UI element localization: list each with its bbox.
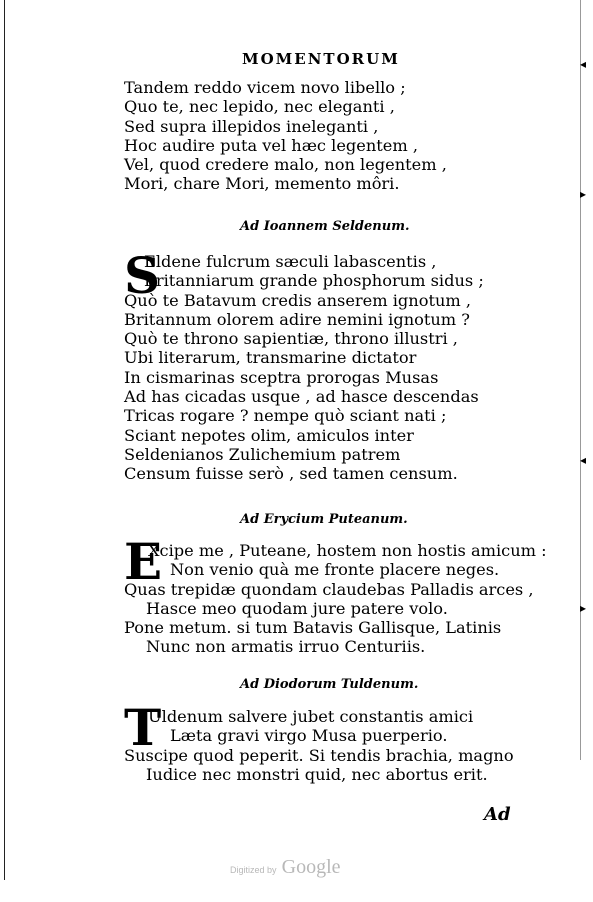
verse-line: Britanniarum grande phosphorum sidus ; (144, 271, 484, 291)
verse-line: Seldenianos Zulichemium patrem (124, 444, 401, 464)
verse-line: Uldenum salvere jubet constantis amici (148, 707, 474, 726)
margin-mark: ◂ (580, 453, 587, 467)
verse-line: Xcipe me , Puteane, hostem non hostis amicum : (148, 541, 547, 560)
verse-line: Nunc non armatis irruo Centuriis. (146, 637, 426, 657)
verse-line: Suscipe quod peperit. Si tendis brachia, magno (124, 745, 514, 765)
verse-line: Quo te, nec lepido, nec eleganti , (124, 97, 395, 117)
digitized-watermark (230, 856, 341, 879)
verse-line: Ubi literarum, transmarine dictator (124, 348, 417, 368)
verse-line: Tricas rogare ? nempe quò sciant nati ; (124, 406, 447, 426)
verse-line: Quò te Batavum credis anserem ignotum , (124, 290, 472, 310)
poem-heading: Ad Ioannem Seldenum. (240, 219, 410, 234)
drop-cap: E (124, 532, 163, 591)
margin-mark: ▸ (580, 601, 587, 615)
verse-line: Tandem reddo vicem novo libello ; (124, 78, 406, 97)
verse-line: Quas trepidæ quondam claudebas Palladis arces , (124, 579, 534, 599)
drop-cap: T (124, 698, 162, 757)
verse-line: Non venio quà me fronte placere neges. (170, 560, 500, 580)
poem-heading: Ad Diodorum Tuldenum. (240, 677, 419, 692)
verse-line: Læta gravi virgo Musa puerperio. (170, 726, 448, 746)
verse-line: In cismarinas sceptra prorogas Musas (124, 367, 439, 387)
verse-line: Mori, chare Mori, memento môri. (124, 174, 400, 194)
margin-mark: ◂ (580, 57, 587, 71)
watermark-prefix: Digitized by (230, 865, 277, 875)
verse-line: Pone metum. si tum Batavis Gallisque, Latinis (124, 618, 502, 638)
verse-line: Hasce meo quodam jure patere volo. (146, 598, 448, 618)
poem-heading: Ad Erycium Puteanum. (240, 512, 408, 527)
running-head: MOMENTORUM (242, 50, 400, 68)
verse-line: Hoc audire puta vel hæc legentem , (124, 135, 418, 155)
poem-section-3 (124, 532, 547, 657)
verse-line: Sciant nepotes olim, amiculos inter (124, 425, 414, 445)
verse-line: Eldene fulcrum sæculi labascentis , (144, 252, 437, 271)
margin-mark: ▸ (580, 187, 587, 201)
verse-line: Censum fuisse serò , sed tamen censum. (124, 464, 458, 484)
poem-section-1 (124, 78, 447, 194)
poem-section-2 (124, 246, 484, 484)
page-edge-line (4, 0, 5, 880)
verse-line: Ad has cicadas usque , ad hasce descendas (124, 387, 479, 407)
verse-line: Sed supra illepidos ineleganti , (124, 116, 379, 136)
margin-rule (580, 0, 581, 760)
verse-line: Britannum olorem adire nemini ignotum ? (124, 309, 470, 329)
verse-line: Iudice nec monstri quid, nec abortus erit. (146, 764, 488, 784)
google-logo: Google (281, 856, 341, 878)
drop-cap: S (124, 246, 161, 305)
catchword: Ad (484, 804, 511, 825)
poem-section-4 (124, 698, 514, 784)
verse-line: Quò te throno sapientiæ, throno illustri , (124, 329, 458, 349)
verse-line: Vel, quod credere malo, non legentem , (124, 155, 447, 175)
